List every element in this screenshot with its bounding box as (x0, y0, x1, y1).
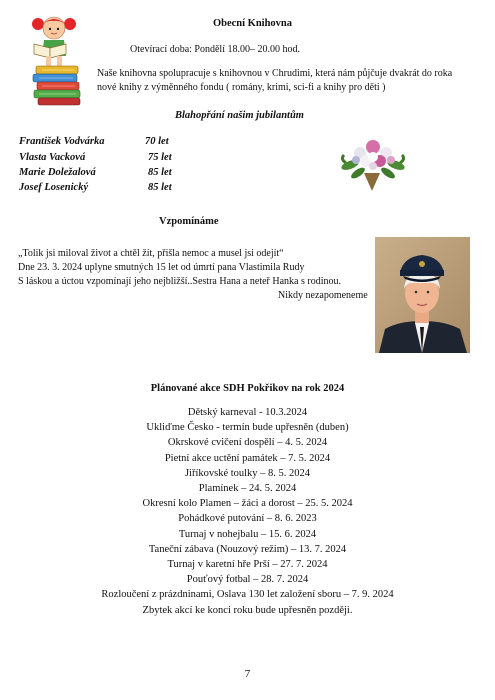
jubilee-name: Marie Doležalová (19, 167, 96, 178)
jubilee-heading: Blahopřání našim jubilantům (175, 110, 304, 121)
jubilee-name: Vlasta Vacková (19, 152, 86, 163)
portrait-photo (375, 237, 470, 353)
jubilee-age: 85 let (148, 182, 172, 193)
jubilee-age: 85 let (148, 167, 172, 178)
event-item: Okrskové cvičení dospělí – 4. 5. 2024 (167, 437, 328, 449)
library-title: Obecní Knihovna (212, 18, 293, 29)
memorial-quote: „Tolik jsi miloval život a chtěl žít, přišla nemoc a musel jsi odejít“ (18, 248, 284, 259)
memorial-text (18, 247, 368, 289)
event-item: Pouťový fotbal – 28. 7. 2024 (186, 574, 309, 586)
event-item: Jiříkovské toulky – 8. 5. 2024 (184, 467, 311, 479)
library-opening-hours: Otevírací doba: Pondělí 18.00– 20.00 hod. (130, 44, 300, 55)
planned-events-heading: Plánované akce SDH Pokřikov na rok 2024 (150, 383, 345, 394)
event-item: Turnaj v nohejbalu – 15. 6. 2024 (178, 528, 317, 540)
event-item: Okresní kolo Plamen – žáci a dorost – 25. 5. 2024 (142, 498, 353, 510)
memorial-heading: Vzpomínáme (159, 216, 219, 227)
event-item: Dětský karneval - 10.3.2024 (187, 407, 308, 418)
jubilee-age: 75 let (148, 152, 172, 163)
jubilee-name: František Vodvárka (19, 136, 105, 147)
jubilee-age: 70 let (145, 136, 169, 147)
jubilee-name: Josef Losenický (19, 182, 89, 193)
event-item: Zbytek akcí ke konci roku bude upřesněn později. (142, 604, 353, 616)
event-item: Ukliďme Česko - termín bude upřesněn (duben) (146, 422, 349, 434)
memorial-line: Dne 23. 3. 2024 uplyne smutných 15 let od úmrtí pana Vlastimila Rudy (18, 262, 305, 273)
memorial-line: S láskou a úctou vzpomínají jeho nejbližší..Sestra Hana a neteř Hanka s rodinou. (18, 276, 341, 287)
library-description: Naše knihovna spolupracuje s knihovnou v Chrudimi, která nám půjčuje dvakrát do roka nové knihy z výměnného fondu ( romány, krimi, sci-fi a knihy pro děti ) (97, 68, 453, 93)
event-item: Plamínek – 24. 5. 2024 (198, 483, 297, 495)
event-item: Rozloučení z prázdninami, Oslava 130 let založení sboru – 7. 9. 2024 (101, 589, 394, 601)
page-number: 7 (244, 668, 251, 680)
planned-events-list (0, 405, 495, 618)
event-item: Pohádkové putování – 8. 6. 2023 (178, 513, 317, 525)
memorial-signature: Nikdy nezapomeneme (278, 290, 368, 301)
event-item: Pietní akce uctění památek – 7. 5. 2024 (164, 452, 331, 464)
event-item: Taneční zábava (Nouzový režim) – 13. 7. 2024 (148, 543, 347, 555)
flower-bouquet-image (336, 133, 410, 195)
event-item: Turnaj v karetní hře Prší – 27. 7. 2024 (167, 559, 328, 571)
